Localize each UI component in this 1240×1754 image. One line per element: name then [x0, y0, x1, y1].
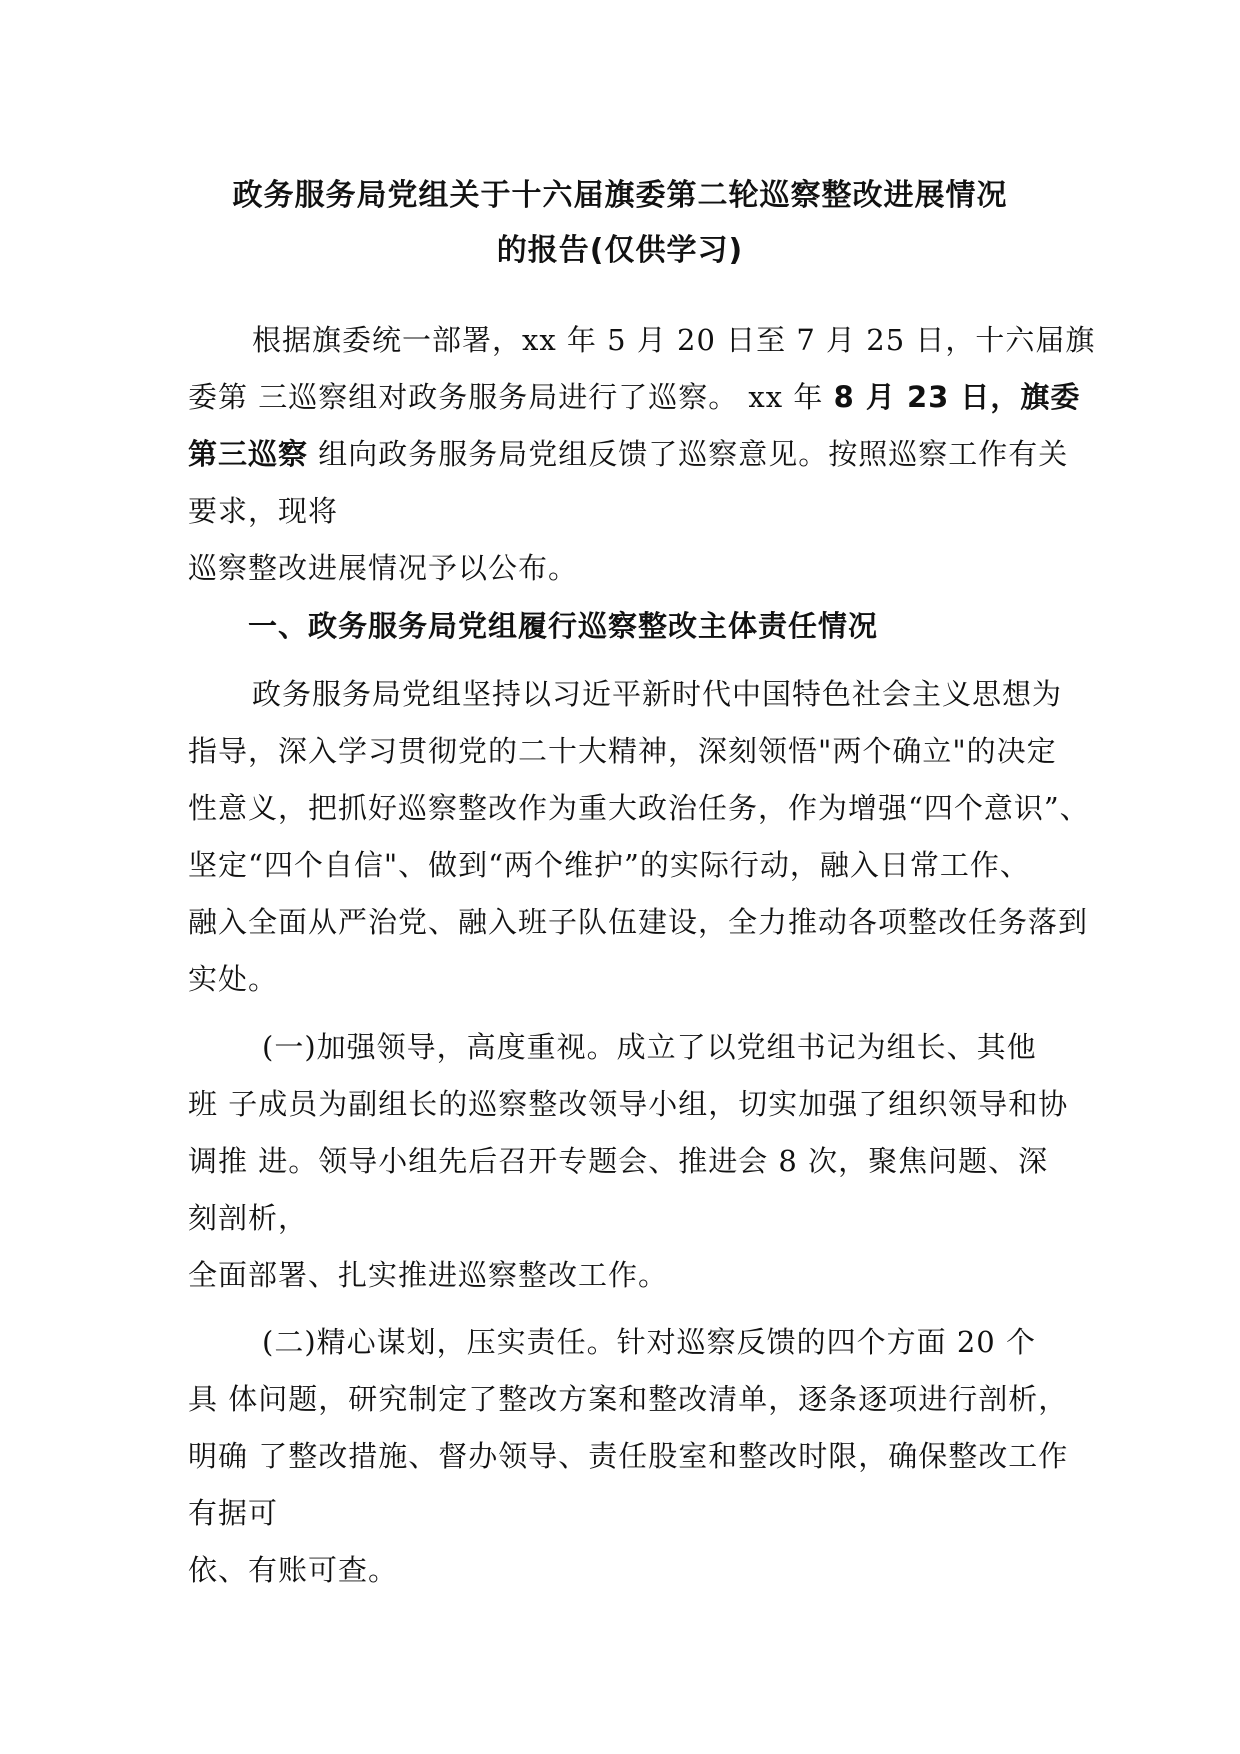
para1-line-2-text: 委第 三巡察组对政务服务局进行了巡察。 xx 年	[188, 380, 834, 414]
para2-line-6: 实处。	[188, 962, 279, 996]
para3-line-3: 调推 进。领导小组先后召开专题会、推进会 8 次，聚焦问题、深	[188, 1144, 1049, 1178]
para4-line-2: 具 体问题，研究制定了整改方案和整改清单，逐条逐项进行剖析，	[188, 1382, 1069, 1416]
para4-line-5: 依、有账可查。	[188, 1553, 399, 1587]
para1-line-2-bold: 8 月 23 日，旗委	[833, 380, 1081, 414]
section-heading-1: 一、政务服务局党组履行巡察整改主体责任情况	[248, 609, 879, 643]
para1-line-5: 巡察整改进展情况予以公布。	[188, 551, 579, 585]
para2-line-1: 政务服务局党组坚持以习近平新时代中国特色社会主义思想为	[252, 677, 1063, 711]
para2-line-2: 指导，深入学习贯彻党的二十大精神，深刻领悟"两个确立"的决定	[188, 734, 1057, 768]
para3-line-4: 刻剖析，	[188, 1201, 309, 1235]
para1-line-2	[188, 375, 1080, 416]
para1-line-1: 根据旗委统一部署，xx 年 5 月 20 日至 7 月 25 日，十六届旗	[252, 323, 1096, 357]
para2-line-5: 融入全面从严治党、融入班子队伍建设，全力推动各项整改任务落到	[188, 905, 1089, 939]
para4-line-4: 有据可	[188, 1496, 279, 1530]
para1-line-3	[188, 432, 1068, 473]
document-title-line-1: 政务服务局党组关于十六届旗委第二轮巡察整改进展情况	[232, 178, 1008, 213]
para4-line-1: (二)精心谋划，压实责任。针对巡察反馈的四个方面 20 个	[262, 1325, 1036, 1359]
para3-line-1: (一)加强领导，高度重视。成立了以党组书记为组长、其他	[262, 1030, 1037, 1064]
para4-line-3: 明确 了整改措施、督办领导、责任股室和整改时限，确保整改工作	[188, 1439, 1069, 1473]
para2-line-3: 性意义，把抓好巡察整改作为重大政治任务，作为增强“四个意识”、	[188, 791, 1090, 825]
para2-line-4: 坚定“四个自信"、做到“两个维护”的实际行动，融入日常工作、	[188, 848, 1030, 882]
para1-line-3-bold: 第三巡察	[188, 437, 309, 471]
para1-line-4: 要求，现将	[188, 494, 339, 528]
document-title-line-2: 的报告(仅供学习)	[496, 233, 744, 268]
para1-line-3-text: 组向政务服务局党组反馈了巡察意见。按照巡察工作有关	[308, 437, 1069, 471]
para3-line-5: 全面部署、扎实推进巡察整改工作。	[188, 1258, 669, 1292]
para3-line-2: 班 子成员为副组长的巡察整改领导小组，切实加强了组织领导和协	[188, 1087, 1069, 1121]
